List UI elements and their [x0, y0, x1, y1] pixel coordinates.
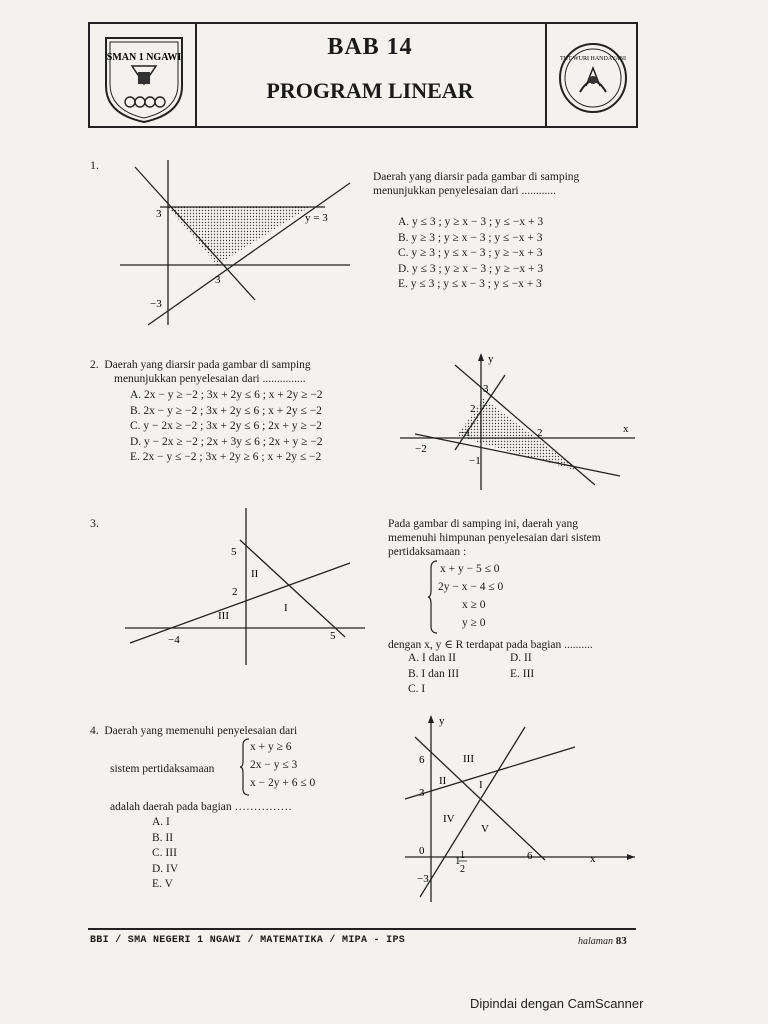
q3-region-I: I [284, 602, 288, 614]
q4-option-e[interactable]: E. V [152, 878, 173, 890]
q2-question: 2. Daerah yang diarsir pada gambar di samping menunjukkan penyelesaian dari ............... [90, 359, 311, 385]
q2-label-2-x: 2 [537, 427, 543, 439]
q3-label-x5: 5 [330, 630, 336, 642]
page-number: 83 [615, 935, 627, 947]
q2-label-3: 3 [483, 383, 489, 395]
q1-question: Daerah yang diarsir pada gambar di samping menunjukkan penyelesaian dari ............ [373, 171, 580, 197]
q4-region-II: II [439, 775, 447, 787]
q1-option-b[interactable]: B. y ≥ 3 ; y ≥ x − 3 ; y ≤ −x + 3 [398, 231, 543, 244]
footer-source: BBI / SMA NEGERI 1 NGAWI / MATEMATIKA / MIPA - IPS [90, 935, 406, 946]
q3-region-III: III [218, 610, 229, 622]
chapter-number: BAB 14 [327, 34, 413, 60]
tut-wuri-logo-text: TUT WURI HANDAYANI [560, 56, 626, 62]
q3-option-c[interactable]: C. I [408, 683, 426, 695]
tut-wuri-logo [556, 40, 630, 116]
q4-label-y6: 6 [419, 754, 425, 766]
q4-region-V: V [481, 823, 489, 835]
q4-label-origin: 0 [419, 845, 425, 857]
q1-option-e[interactable]: E. y ≤ 3 ; y ≤ x − 3 ; y ≤ −x + 3 [398, 278, 542, 290]
q3-option-b[interactable]: B. I dan III [408, 667, 460, 680]
q4-region-III: III [463, 753, 474, 765]
q4-label-one-half-den: 2 [460, 864, 465, 875]
q1-label-y3: 3 [156, 208, 162, 220]
q2-label-neg1-x: −1 [459, 427, 471, 439]
q3-label-neg4: −4 [168, 634, 180, 646]
q2-graph [395, 350, 640, 495]
q3-question: Pada gambar di samping ini, daerah yang memenuhi himpunan penyelesaian dari sistem pertidaksamaan : [388, 518, 601, 558]
q3-graph [120, 505, 370, 670]
chapter-title: PROGRAM LINEAR [266, 78, 474, 103]
q3-options-col2 [510, 651, 534, 682]
q3-label-y5: 5 [231, 546, 237, 558]
q2-options [130, 388, 323, 466]
q4-system: x + y ≥ 6 2x − y ≤ 3 x − 2y + 6 ≤ 0 [250, 741, 316, 789]
q2-label-y-axis: y [488, 353, 494, 365]
q3-label-y2: 2 [232, 586, 238, 598]
q4-label-y3: 3 [419, 787, 425, 799]
q1-options [398, 215, 543, 293]
scanner-watermark: Dipindai dengan CamScanner [470, 996, 644, 1011]
q4-question-line3: adalah daerah pada bagian …………… [110, 801, 293, 813]
q3-option-d[interactable]: D. II [510, 652, 532, 664]
school-logo-text: SMAN 1 NGAWI [106, 52, 182, 63]
q4-region-I: I [479, 779, 483, 791]
q1-option-a[interactable]: A. y ≤ 3 ; y ≥ x − 3 ; y ≤ −x + 3 [398, 216, 544, 228]
q3-option-e[interactable]: E. III [510, 667, 535, 680]
q2-label-x-axis: x [623, 423, 629, 435]
q4-graph [395, 712, 640, 907]
q1-label-neg3: −3 [150, 298, 162, 310]
q3-number: 3. [90, 516, 99, 530]
school-logo [96, 26, 192, 124]
footer-rule [88, 928, 636, 930]
q3-region-II: II [251, 568, 259, 580]
q4-label-one-half-whole: 1 [455, 855, 461, 867]
q2-option-c[interactable]: C. y − 2x ≥ −2 ; 3x + 2y ≤ 6 ; 2x + y ≥ −2 [130, 420, 322, 432]
q4-question-line1: 4. Daerah yang memenuhi penyelesaian dari [90, 725, 298, 737]
q4-options [152, 815, 178, 893]
q2-label-2: 2 [470, 403, 476, 415]
q2-option-e[interactable]: E. 2x − y ≤ −2 ; 3x + 2y ≥ 6 ; x + 2y ≤ −2 [130, 451, 322, 463]
q1-number: 1. [90, 158, 99, 172]
footer-page: halaman 83 [578, 935, 627, 947]
q2-option-b[interactable]: B. 2x − y ≥ −2 ; 3x + 2y ≤ 6 ; x + 2y ≤ −2 [130, 404, 322, 417]
q4-option-c[interactable]: C. III [152, 847, 177, 859]
header-divider-left [195, 22, 197, 128]
q2-label-neg2: −2 [415, 443, 427, 455]
q4-option-d[interactable]: D. IV [152, 862, 179, 875]
q4-label-x6: 6 [527, 850, 533, 862]
q3-condition: dengan x, y ∈ R terdapat pada bagian .......... [388, 639, 593, 651]
q1-option-d[interactable]: D. y ≤ 3 ; y ≥ x − 3 ; y ≥ −x + 3 [398, 262, 544, 275]
q1-label-x3: 3 [215, 274, 221, 286]
q4-option-a[interactable]: A. I [152, 816, 170, 828]
q4-label-one-half-num: 1 [460, 850, 465, 861]
q4-region-IV: IV [443, 813, 455, 825]
q4-option-b[interactable]: B. II [152, 831, 174, 844]
q4-label-neg3: −3 [417, 873, 429, 885]
q1-option-c[interactable]: C. y ≥ 3 ; y ≤ x − 3 ; y ≥ −x + 3 [398, 247, 543, 259]
q3-system: x + y − 5 ≤ 0 2y − x − 4 ≤ 0 x ≥ 0 y ≥ 0 [438, 563, 504, 629]
q2-label-neg1-y: −1 [469, 455, 481, 467]
q2-option-a[interactable]: A. 2x − y ≥ −2 ; 3x + 2y ≤ 6 ; x + 2y ≥ −2 [130, 389, 323, 401]
q3-option-a[interactable]: A. I dan II [408, 652, 456, 664]
q4-system-brace [240, 738, 250, 796]
q4-label-x-axis: x [590, 853, 596, 865]
q3-system-brace [428, 560, 438, 634]
q2-option-d[interactable]: D. y − 2x ≥ −2 ; 2x + 3y ≤ 6 ; 2x + y ≥ −2 [130, 435, 323, 448]
q3-options-col1 [408, 651, 459, 698]
q4-label-y-axis: y [439, 715, 445, 727]
q1-graph [120, 155, 360, 330]
q1-label-line-y3: y = 3 [305, 212, 328, 224]
header-divider-right [545, 22, 547, 128]
q4-question-line2: sistem pertidaksamaan [110, 763, 215, 775]
